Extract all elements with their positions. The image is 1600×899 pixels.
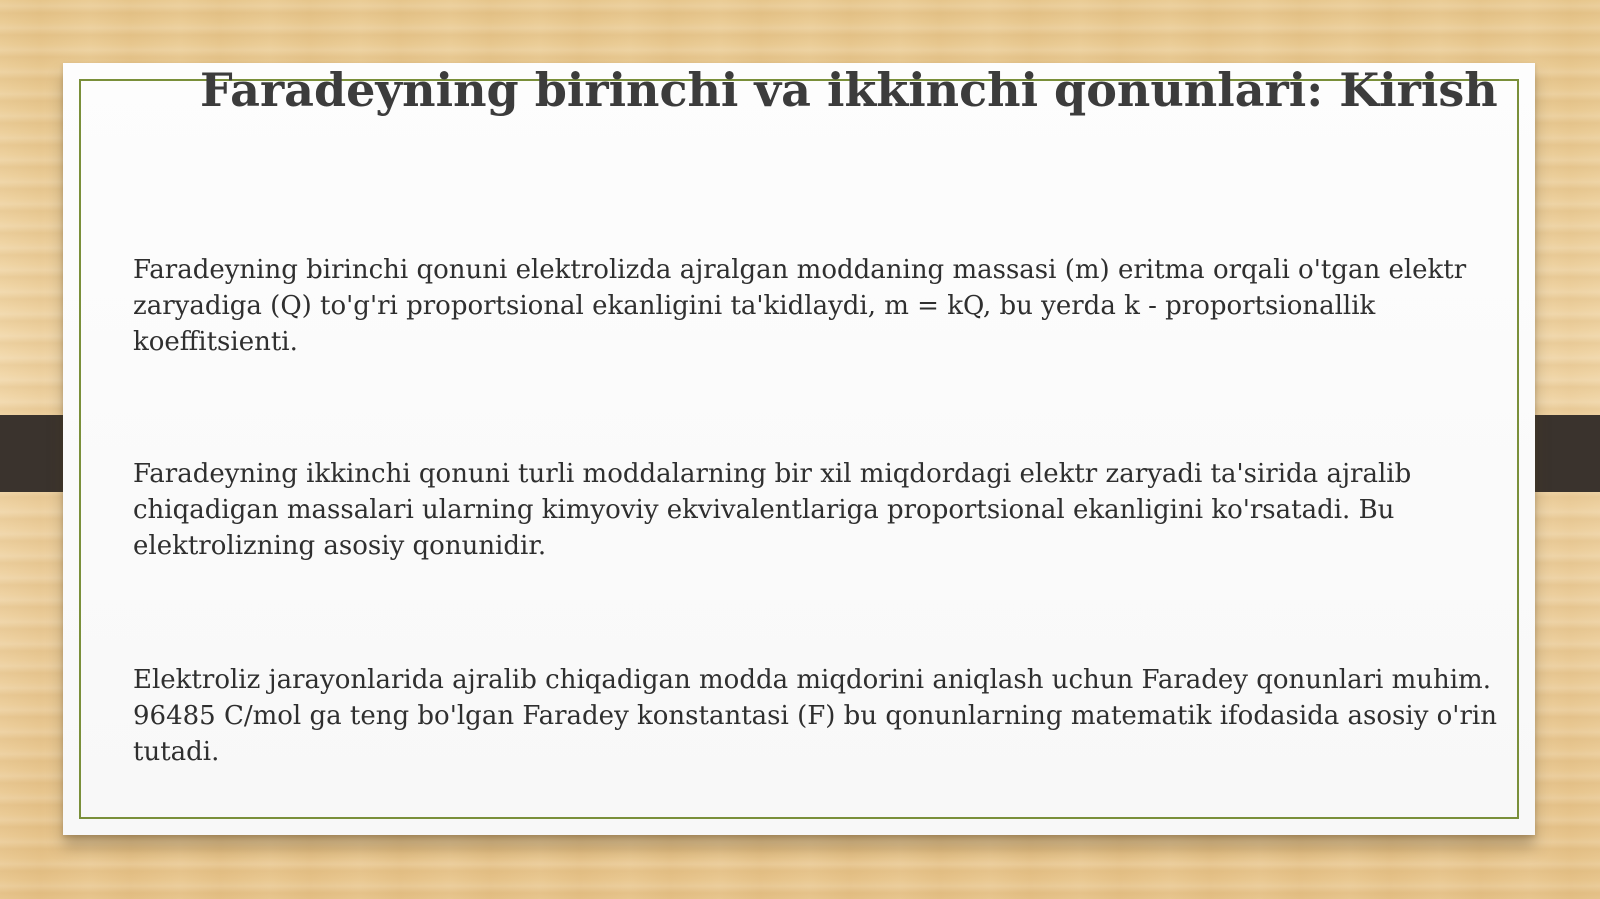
- paragraph-first-law: Faradeyning birinchi qonuni elektrolizda ajralgan moddaning massasi (m) eritma orqali o'tgan elektr zaryadiga (Q) to'g'ri proportsional ekanligini ta'kidlaydi, m = kQ, bu yerda k - proportsionallik koeffitsienti.: [133, 255, 1467, 357]
- slide-title: Faradeyning birinchi va ikkinchi qonunlari: Kirish: [200, 63, 1498, 117]
- paragraph-second-law: Faradeyning ikkinchi qonuni turli moddalarning bir xil miqdordagi elektr zaryadi ta'sirida ajralib chiqadigan massalari ularning kimyoviy ekvivalentlariga proportsional ekanligini ko'rsatadi. Bu elektrolizning asosiy qonunidir.: [133, 459, 1412, 561]
- paragraph-faraday-constant: Elektroliz jarayonlarida ajralib chiqadigan modda miqdorini aniqlash uchun Faradey qonunlari muhim. 96485 C/mol ga teng bo'lgan Faradey konstantasi (F) bu qonunlarning matematik ifodasida asosiy o'rin tutadi.: [133, 665, 1497, 767]
